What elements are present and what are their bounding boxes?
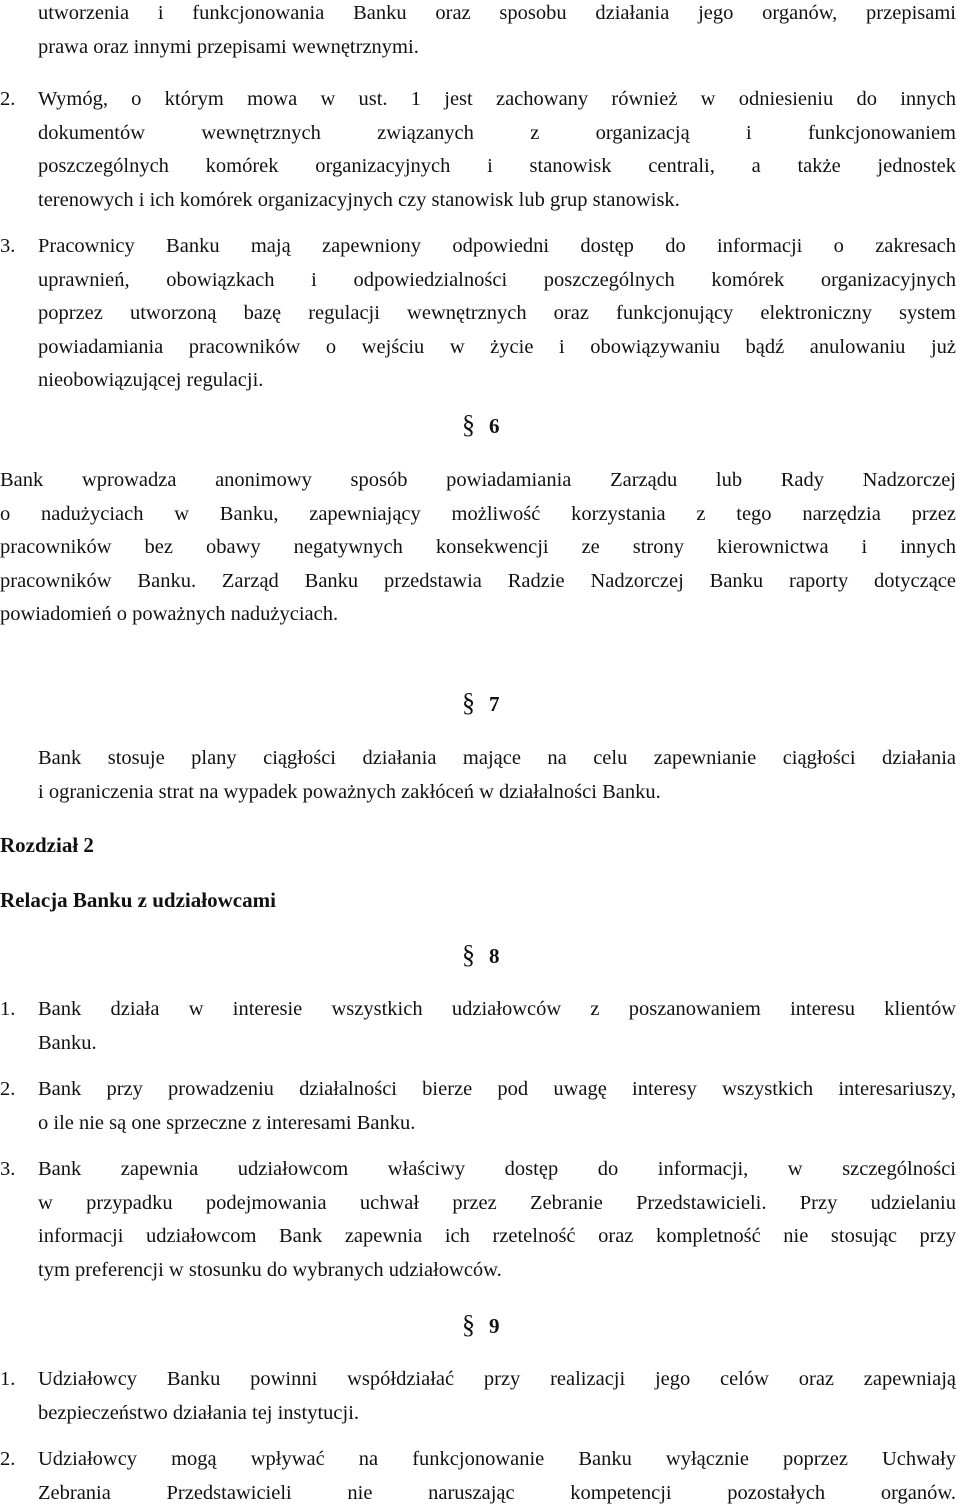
- text-line: o nadużyciach w Banku, zapewniający możliwość korzystania z tego narzędzia przez: [0, 502, 956, 525]
- section-symbol: §: [462, 1310, 475, 1339]
- intro-paragraph: [38, 0, 956, 64]
- text-line: i ograniczenia strat na wypadek poważnych zakłóceń w działalności Banku.: [38, 780, 661, 803]
- text-line: dokumentów wewnętrznych związanych z organizacją i funkcjonowaniem: [38, 121, 956, 144]
- text-line: poszczególnych komórek organizacyjnych i stanowisk centrali, a także jednostek: [38, 155, 956, 178]
- section-heading-7: [462, 688, 500, 719]
- chapter-label: Rozdział 2: [0, 833, 94, 857]
- text-line: uprawnień, obowiązkach i odpowiedzialności poszczególnych komórek organizacyjnych: [38, 268, 956, 291]
- section-heading-9: [462, 1310, 500, 1341]
- section-7-paragraph: [38, 742, 956, 809]
- section-symbol: §: [462, 410, 475, 439]
- text-line: prawa oraz innymi przepisami wewnętrznymi.: [38, 35, 419, 58]
- text-line: Udziałowcy mogą wpływać na funkcjonowanie Banku wyłącznie poprzez Uchwały: [38, 1448, 956, 1470]
- text-line: o ile nie są one sprzeczne z interesami Banku.: [38, 1111, 416, 1134]
- item-text: [38, 230, 956, 398]
- item-number: 2.: [0, 1448, 16, 1470]
- item-number: 1.: [0, 1368, 16, 1390]
- text-line: Bank zapewnia udziałowcom właściwy dostęp do informacji, w szczególności: [38, 1158, 956, 1180]
- item-text: [38, 993, 956, 1060]
- item-number: 3.: [0, 235, 16, 257]
- section-symbol: §: [462, 688, 475, 717]
- section-number: 9: [489, 1314, 500, 1338]
- text-line: Pracownicy Banku mają zapewniony odpowiedni dostęp do informacji o zakresach: [38, 235, 956, 257]
- text-line: Wymóg, o którym mowa w ust. 1 jest zachowany również w odniesieniu do innych: [38, 88, 956, 110]
- text-line: Bank stosuje plany ciągłości działania mające na celu zapewnianie ciągłości działania: [38, 747, 956, 769]
- section-symbol: §: [462, 940, 475, 969]
- item-number: 3.: [0, 1158, 16, 1180]
- text-line: pracowników bez obawy negatywnych konsekwencji ze strony kierownictwa i innych: [0, 536, 956, 559]
- item-text: [38, 83, 956, 217]
- item-number: 2.: [0, 1078, 16, 1100]
- text-line: utworzenia i funkcjonowania Banku oraz sposobu działania jego organów, przepisami: [38, 2, 956, 24]
- chapter-title: Relacja Banku z udziałowcami: [0, 888, 276, 912]
- text-line: Bank działa w interesie wszystkich udziałowców z poszanowaniem interesu klientów: [38, 998, 956, 1020]
- section-heading-6: [462, 410, 500, 441]
- item-text: [38, 1153, 956, 1287]
- section-number: 7: [489, 692, 500, 716]
- text-line: powiadomień o poważnych nadużyciach.: [0, 603, 339, 626]
- text-line: informacji udziałowcom Bank zapewnia ich rzetelność oraz kompletność nie stosując przy: [38, 1225, 956, 1248]
- text-line: tym preferencji w stosunku do wybranych udziałowców.: [38, 1258, 502, 1281]
- section-6-paragraph: [0, 464, 956, 632]
- text-line: w przypadku podejmowania uchwał przez Zebranie Przedstawicieli. Przy udzielaniu: [38, 1191, 956, 1214]
- item-text: [38, 1363, 956, 1430]
- item-number: 1.: [0, 998, 16, 1020]
- text-line: Bank wprowadza anonimowy sposób powiadamiania Zarządu lub Rady Nadzorczej: [0, 469, 956, 491]
- text-line: Banku.: [38, 1031, 97, 1054]
- text-line: terenowych i ich komórek organizacyjnych czy stanowisk lub grup stanowisk.: [38, 188, 680, 211]
- section-number: 8: [489, 944, 500, 968]
- item-number: 2.: [0, 88, 16, 110]
- section-heading-8: [462, 940, 500, 971]
- text-line: Zebrania Przedstawicieli nie naruszając kompetencji pozostałych organów.: [38, 1481, 956, 1504]
- text-line: nieobowiązującej regulacji.: [38, 369, 264, 392]
- text-line: Bank przy prowadzeniu działalności bierze pod uwagę interesy wszystkich interesariuszy,: [38, 1078, 956, 1100]
- text-line: bezpieczeństwo działania tej instytucji.: [38, 1401, 360, 1424]
- item-text: [38, 1443, 956, 1510]
- text-line: poprzez utworzoną bazę regulacji wewnętrznych oraz funkcjonujący elektroniczny system: [38, 302, 956, 325]
- text-line: pracowników Banku. Zarząd Banku przedstawia Radzie Nadzorczej Banku raporty dotyczące: [0, 569, 956, 592]
- text-line: powiadamiania pracowników o wejściu w życie i obowiązywaniu bądź anulowaniu już: [38, 335, 956, 358]
- section-number: 6: [489, 414, 500, 438]
- item-text: [38, 1073, 956, 1140]
- text-line: Udziałowcy Banku powinni współdziałać przy realizacji jego celów oraz zapewniają: [38, 1368, 956, 1390]
